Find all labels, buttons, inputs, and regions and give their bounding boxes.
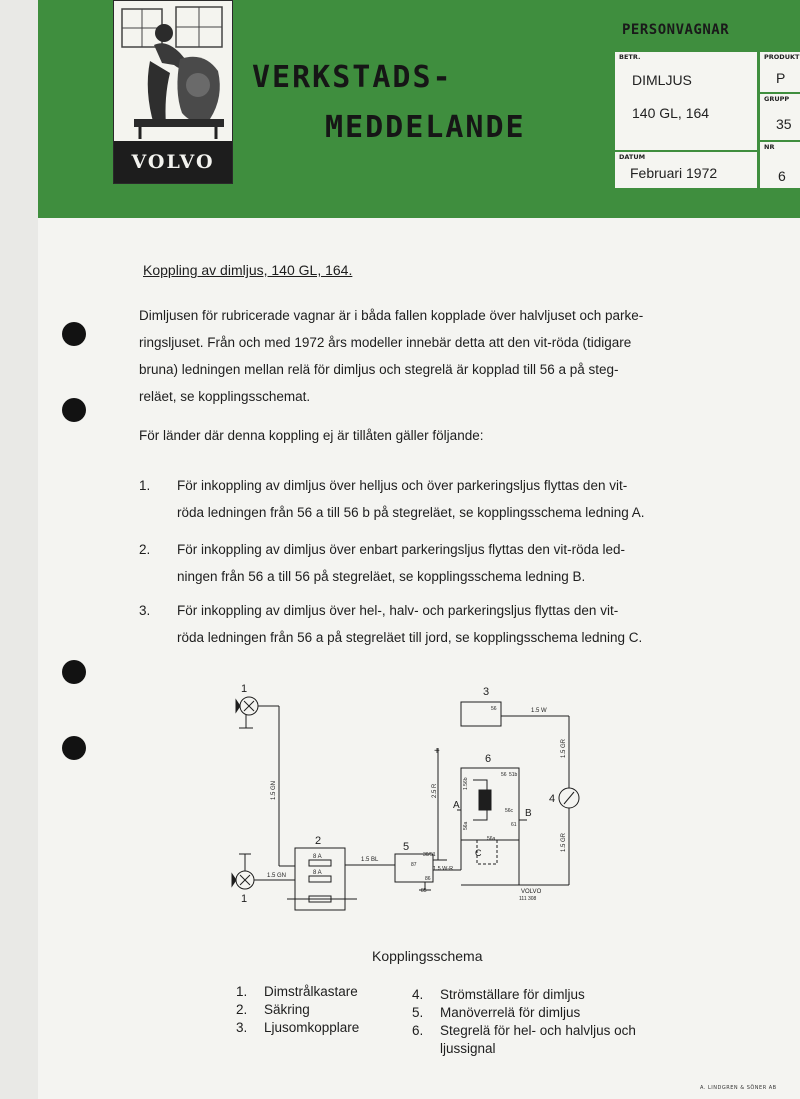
label-n4: 4 bbox=[549, 793, 556, 805]
intro-line: ringsljuset. Från och med 1972 års modeller innebär detta att den vit-röda (tidigare bbox=[139, 335, 632, 350]
legend-number: 4. bbox=[412, 987, 424, 1002]
list-item-number: 3. bbox=[139, 603, 151, 618]
label-t-30-51: 30/51 bbox=[423, 852, 436, 858]
betr-label: BETR. bbox=[619, 53, 641, 61]
betr-line-1: DIMLJUS bbox=[632, 72, 692, 88]
category-label: PERSONVAGNAR bbox=[622, 22, 730, 38]
legend-number: 5. bbox=[412, 1005, 424, 1020]
punch-hole bbox=[62, 398, 86, 422]
label-w-15gn-v: 1.5 GN bbox=[271, 780, 277, 800]
mechanic-illustration-icon bbox=[114, 1, 232, 141]
label-code-1: VOLVO bbox=[521, 889, 542, 895]
label-n1a: 1 bbox=[241, 683, 248, 695]
legend-text-continued: ljussignal bbox=[440, 1041, 496, 1056]
label-B: B bbox=[525, 808, 532, 819]
intro-line: Dimljusen för rubricerade vagnar är i båda fallen kopplade över halvljuset och parke- bbox=[139, 308, 644, 323]
list-item-line: För inkoppling av dimljus över enbart parkeringsljus flyttas den vit-röda led- bbox=[177, 542, 625, 557]
list-item bbox=[139, 536, 739, 592]
title-line-2: MEDDELANDE bbox=[325, 110, 526, 145]
produkt-cell bbox=[760, 52, 800, 92]
label-fuse2: 8 A bbox=[313, 870, 322, 876]
label-plus: + bbox=[434, 746, 440, 757]
printer-credit: A. LINDGREN & SÖNER AB bbox=[700, 1085, 777, 1091]
list-item-line: För inkoppling av dimljus över hel-, halv- och parkeringsljus flyttas den vit- bbox=[177, 603, 619, 618]
volvo-logo bbox=[113, 0, 233, 184]
label-n2: 2 bbox=[315, 835, 322, 847]
list-item-line: ningen från 56 a till 56 på stegreläet, se kopplingsschema ledning B. bbox=[177, 569, 586, 584]
punch-hole bbox=[62, 660, 86, 684]
legend-number: 3. bbox=[236, 1020, 248, 1035]
legend-text: Dimstrålkastare bbox=[264, 984, 358, 999]
condition-paragraph: För länder där denna koppling ej är tillåten gäller följande: bbox=[139, 428, 484, 443]
label-w-15wr: 1.5 W-R bbox=[433, 866, 454, 872]
grupp-cell bbox=[760, 94, 800, 140]
section-heading: Koppling av dimljus, 140 GL, 164. bbox=[143, 262, 353, 278]
label-t-56c: 56c bbox=[505, 808, 514, 814]
diagram-caption: Kopplingsschema bbox=[372, 948, 483, 964]
legend-item bbox=[236, 983, 358, 1001]
legend-text: Strömställare för dimljus bbox=[440, 987, 585, 1002]
label-n3: 3 bbox=[483, 686, 490, 698]
grupp-value: 35 bbox=[776, 116, 792, 132]
label-t-56r: 56 bbox=[501, 772, 507, 778]
legend-text: Säkring bbox=[264, 1002, 310, 1017]
label-w-15w: 1.5 W bbox=[531, 708, 547, 714]
label-n6: 6 bbox=[485, 753, 492, 765]
label-n5: 5 bbox=[403, 841, 410, 853]
label-code-2: 111 308 bbox=[519, 896, 537, 902]
betr-line-2: 140 GL, 164 bbox=[632, 105, 710, 121]
list-item-number: 1. bbox=[139, 478, 151, 493]
label-t-86: 86 bbox=[425, 876, 431, 882]
intro-line: reläet, se kopplingsschemat. bbox=[139, 389, 311, 404]
legend-number: 2. bbox=[236, 1002, 248, 1017]
nr-cell bbox=[760, 142, 800, 188]
page-edge bbox=[0, 0, 38, 1099]
label-w-15gr-b: 1.5 GR bbox=[561, 832, 567, 852]
grupp-label: GRUPP bbox=[764, 95, 790, 103]
betr-cell bbox=[615, 52, 757, 150]
label-C: C bbox=[475, 848, 482, 858]
datum-label: DATUM bbox=[619, 153, 646, 161]
nr-value: 6 bbox=[778, 168, 786, 184]
legend-number: 6. bbox=[412, 1023, 424, 1038]
brand-wordmark: VOLVO bbox=[114, 141, 232, 183]
legend-text: Stegrelä för hel- och halvljus och bbox=[440, 1023, 636, 1038]
label-t-61: 61 bbox=[511, 822, 517, 828]
legend-text: Ljusomkopplare bbox=[264, 1020, 360, 1035]
intro-paragraph bbox=[139, 302, 739, 410]
legend-item bbox=[236, 1019, 359, 1037]
label-w-15bl: 1.5 BL bbox=[361, 857, 379, 863]
list-item-number: 2. bbox=[139, 542, 151, 557]
label-t-56b: 1.56b bbox=[463, 777, 469, 790]
datum-cell bbox=[615, 152, 757, 188]
produkt-label: PRODUKT bbox=[764, 53, 800, 61]
label-fuse1: 8 A bbox=[313, 854, 322, 860]
label-t-56: 56 bbox=[491, 706, 497, 712]
list-item-line: röda ledningen från 56 a till 56 b på stegreläet, se kopplingsschema ledning A. bbox=[177, 505, 645, 520]
intro-line: bruna) ledningen mellan relä för dimljus och stegrelä är kopplad till 56 a på steg- bbox=[139, 362, 619, 377]
legend-number: 1. bbox=[236, 984, 248, 999]
label-t-56a2: 56a bbox=[487, 836, 496, 842]
label-t-87: 87 bbox=[411, 862, 417, 868]
legend-item bbox=[236, 1001, 310, 1019]
label-n1b: 1 bbox=[241, 893, 248, 905]
label-t-85: 85 bbox=[421, 888, 427, 894]
punch-hole bbox=[62, 322, 86, 346]
label-w-15gn-h: 1.5 GN bbox=[267, 873, 287, 879]
label-w-15gr-a: 1.5 GR bbox=[561, 738, 567, 758]
list-item bbox=[139, 597, 739, 653]
list-item bbox=[139, 472, 739, 528]
label-t-51b: 51b bbox=[509, 772, 518, 778]
datum-value: Februari 1972 bbox=[630, 165, 718, 181]
list-item-line: För inkoppling av dimljus över helljus och över parkeringsljus flyttas den vit- bbox=[177, 478, 628, 493]
produkt-value: P bbox=[776, 70, 786, 86]
wiring-diagram bbox=[225, 680, 595, 920]
legend-text: Manöverrelä för dimljus bbox=[440, 1005, 581, 1020]
legend-item bbox=[412, 1004, 580, 1022]
list-item-line: röda ledningen från 56 a på stegreläet till jord, se kopplingsschema ledning C. bbox=[177, 630, 643, 645]
title-line-1: VERKSTADS- bbox=[252, 60, 453, 95]
punch-hole bbox=[62, 736, 86, 760]
label-A: A bbox=[453, 800, 460, 811]
label-w-25r: 2.5 R bbox=[432, 783, 438, 798]
label-t-56a: 56a bbox=[463, 821, 469, 830]
legend-item bbox=[412, 1022, 636, 1058]
legend-item bbox=[412, 986, 585, 1004]
nr-label: NR bbox=[764, 143, 775, 151]
